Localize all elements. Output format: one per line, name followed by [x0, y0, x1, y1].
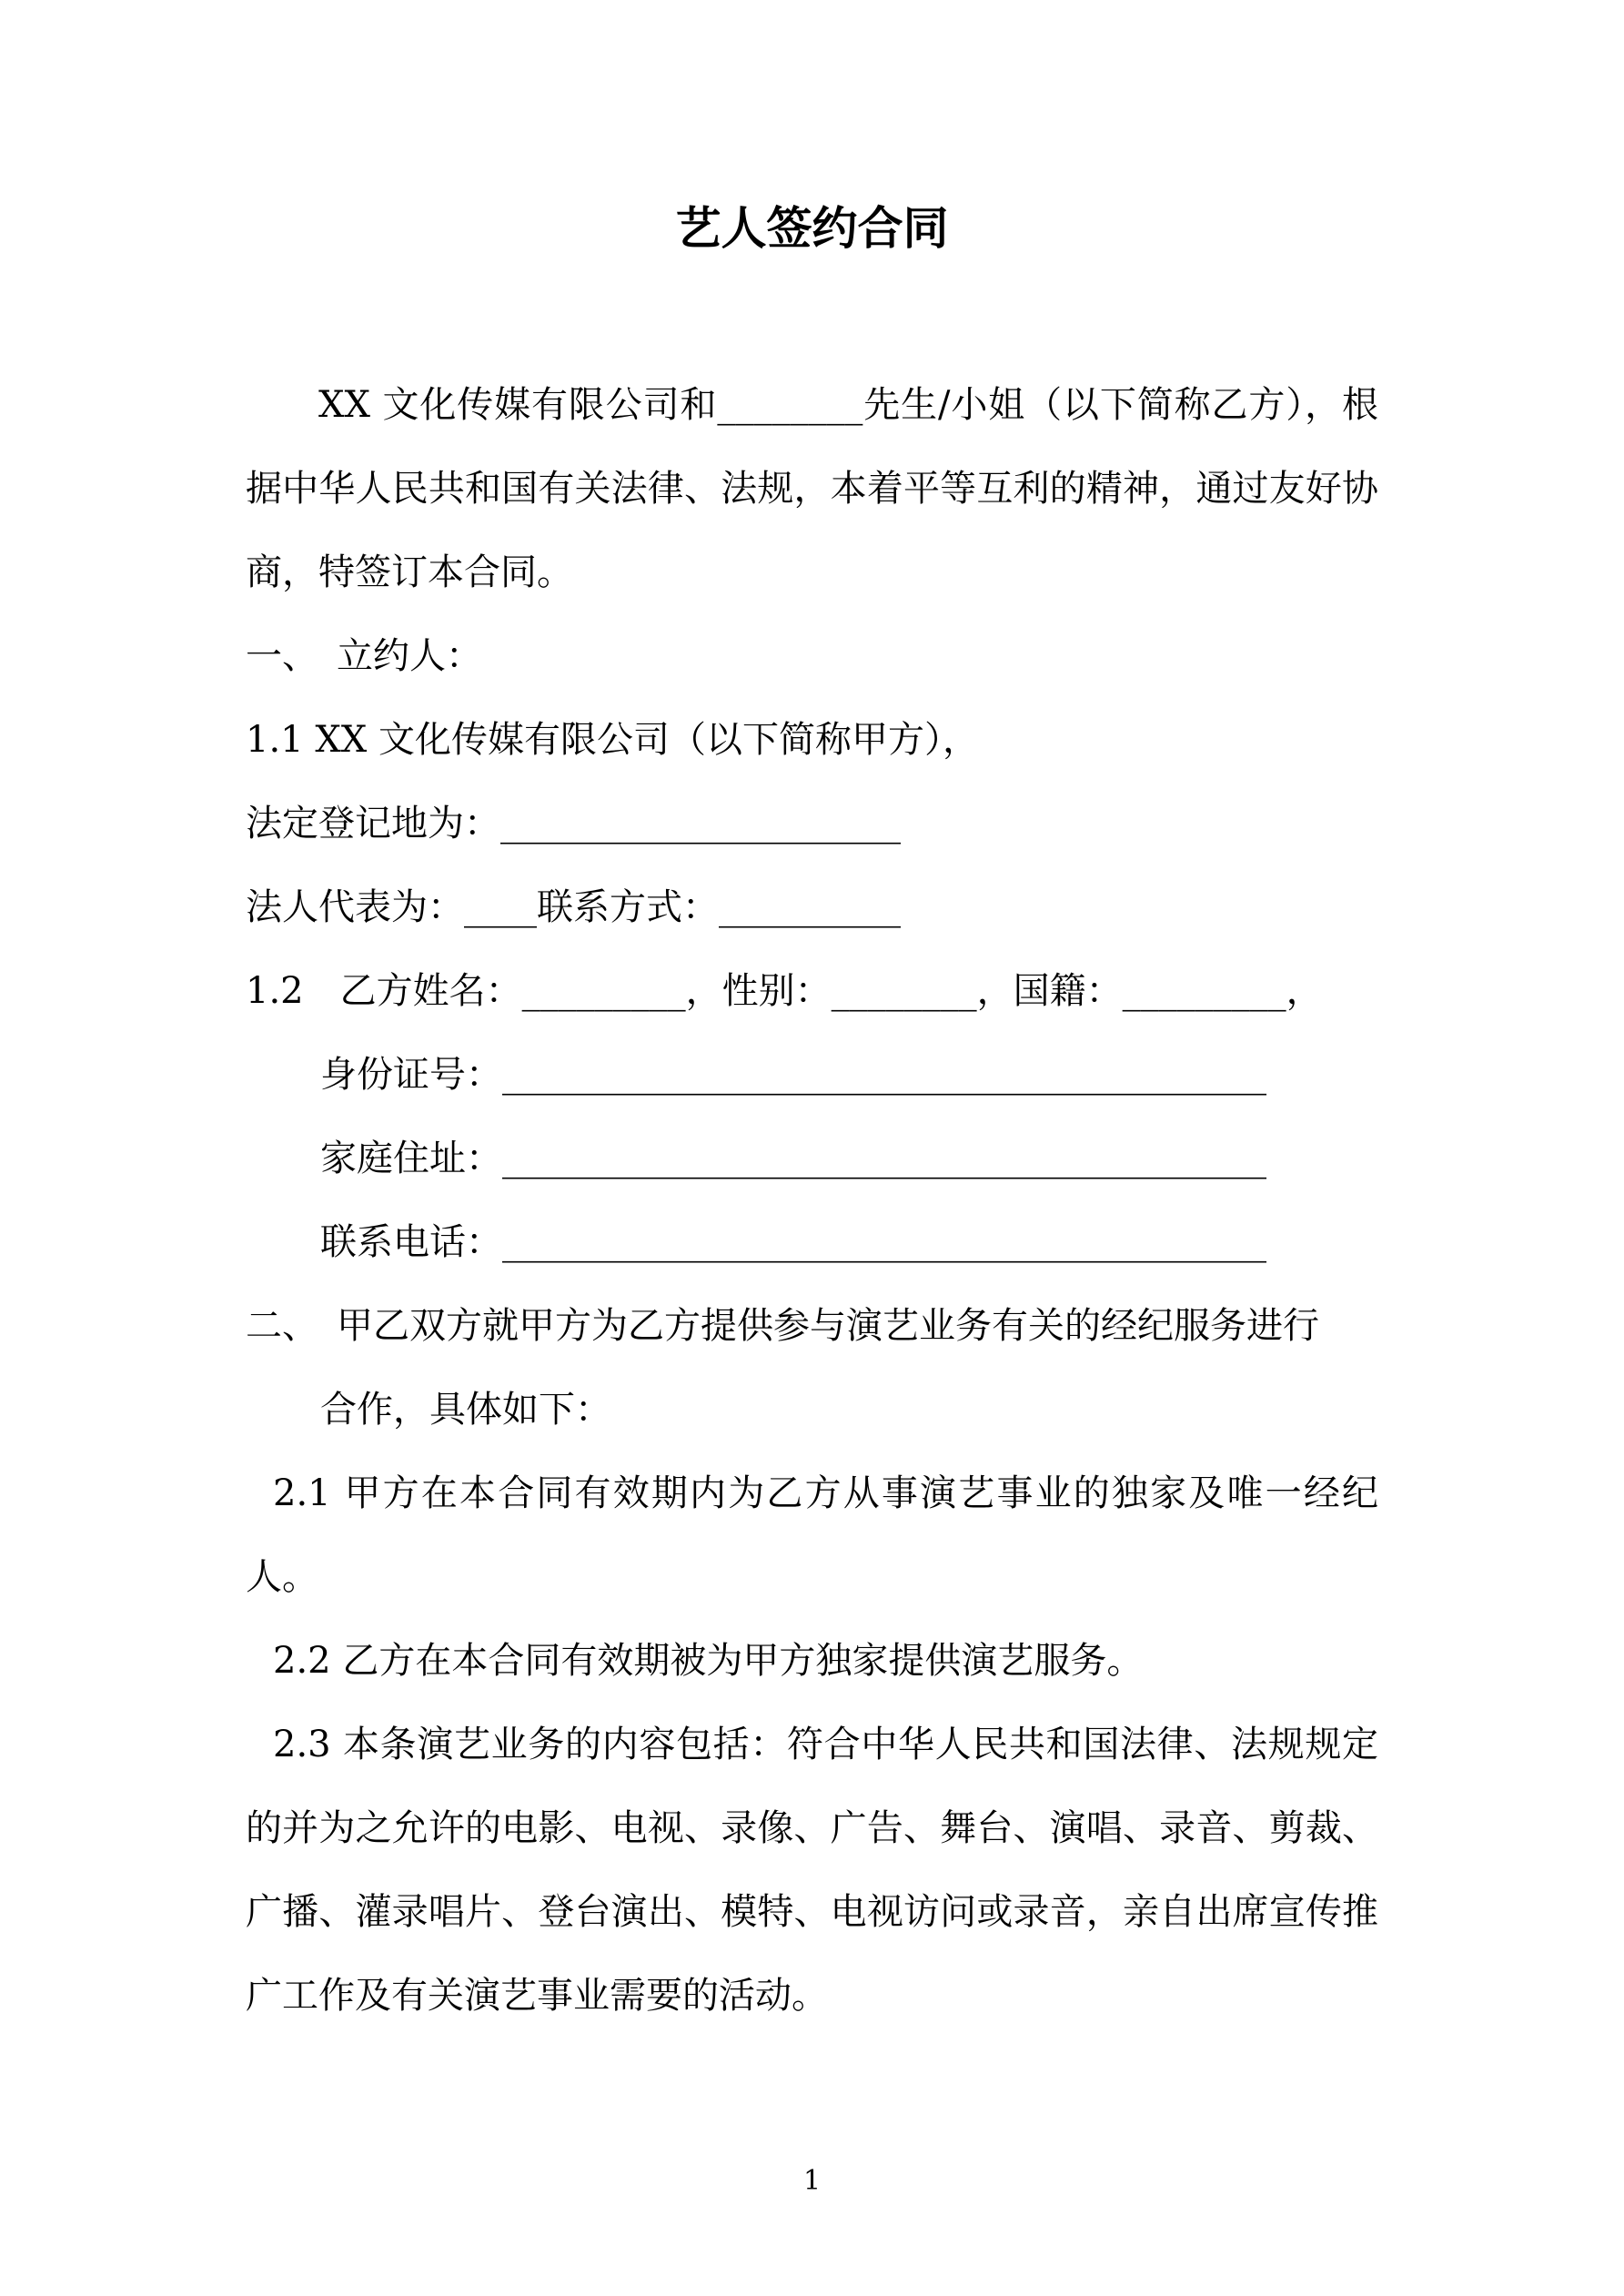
- document-title: 艺人签约合同: [675, 201, 949, 255]
- section-1-heading: 一、 立约人：: [246, 635, 482, 677]
- legal-representative-line: 法人代表为：____联系方式：__________: [246, 886, 901, 928]
- intro-paragraph: XX 文化传媒有限公司和________先生/小姐（以下简称乙方），根据中华人民共和国有关法律、法规，本着平等互利的精神，通过友好协商，特签订本合同。: [246, 384, 1378, 593]
- clause-2-1: 2.1 甲方在本合同有效期内为乙方从事演艺事业的独家及唯一经纪人。: [246, 1472, 1378, 1598]
- section-2-heading-line-2: 合作，具体如下：: [320, 1389, 611, 1431]
- clause-2-3: 2.3 本条演艺业务的内容包括：符合中华人民共和国法律、法规规定的并为之允许的电影、电视、录像、广告、舞台、演唱、录音、剪裁、广播、灌录唱片、登台演出、模特、电视访问或录音，亲自出席宣传推广工作及有关演艺事业需要的活动。: [246, 1724, 1378, 2017]
- page-number: 1: [802, 2165, 822, 2197]
- section-2-heading-line-1: 二、 甲乙双方就甲方为乙方提供参与演艺业务有关的经纪服务进行: [246, 1305, 1319, 1347]
- clause-1-2: 1.2 乙方姓名：_________，性别：________，国籍：_________，: [246, 970, 1323, 1012]
- clause-1-1: 1.1 XX 文化传媒有限公司（以下简称甲方），: [246, 719, 979, 761]
- home-address-line: 家庭住址：__________________________________________: [320, 1138, 1266, 1179]
- phone-number-line: 联系电话：__________________________________________: [320, 1221, 1266, 1263]
- id-number-line: 身份证号：__________________________________________: [320, 1054, 1266, 1096]
- registered-address-line: 法定登记地为：______________________: [246, 803, 901, 845]
- clause-2-2: 2.2 乙方在本合同有效期被为甲方独家提供演艺服务。: [273, 1640, 1144, 1682]
